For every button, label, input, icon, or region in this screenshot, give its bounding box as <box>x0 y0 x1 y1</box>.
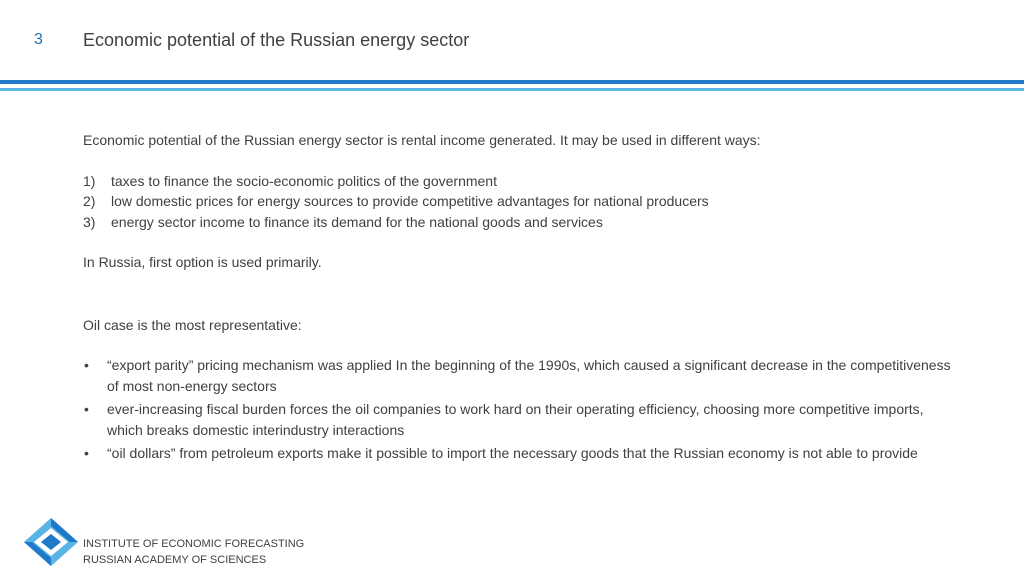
institute-logo-icon <box>24 518 78 566</box>
list-item-text: energy sector income to finance its demand for the national goods and services <box>111 213 603 230</box>
intro-paragraph: Economic potential of the Russian energy sector is rental income generated. It may be used in different ways: <box>83 132 761 148</box>
oil-case-bullets <box>83 355 963 464</box>
russia-note: In Russia, first option is used primarily. <box>83 254 322 270</box>
list-item-text: “oil dollars” from petroleum exports make it possible to import the necessary goods that the Russian economy is not able to provide <box>107 445 918 461</box>
slide-content <box>83 130 963 467</box>
institute-name-line1: INSTITUTE OF ECONOMIC FORECASTING <box>83 538 305 550</box>
list-item-text: taxes to finance the socio-economic politics of the government <box>111 172 497 189</box>
oil-case-intro: Oil case is the most representative: <box>83 316 302 333</box>
slide-title: Economic potential of the Russian energy sector <box>83 30 470 50</box>
bullet-marker: • <box>84 401 89 417</box>
bullet-marker: • <box>84 357 89 373</box>
list-marker: 1) <box>83 172 96 189</box>
list-item-text: low domestic prices for energy sources to provide competitive advantages for national producers <box>111 193 709 209</box>
list-item <box>83 355 963 396</box>
usage-options-list <box>83 171 963 233</box>
institute-name-line2: RUSSIAN ACADEMY OF SCIENCES <box>83 554 267 566</box>
institute-name <box>83 536 304 568</box>
list-item-text: ever-increasing fiscal burden forces the oil companies to work hard on their operating efficiency, choosing more competitive imports, which breaks domestic interindustry interactions <box>107 401 924 438</box>
list-item <box>83 212 963 233</box>
list-item <box>83 399 963 440</box>
bullet-marker: • <box>84 445 89 461</box>
list-item <box>83 171 963 192</box>
list-marker: 2) <box>83 193 96 209</box>
header-rule-dark <box>0 80 1024 84</box>
list-marker: 3) <box>83 213 96 230</box>
slide-number: 3 <box>34 31 43 48</box>
list-item <box>83 191 963 212</box>
header-rule-light <box>0 88 1024 91</box>
list-item <box>83 443 963 464</box>
list-item-text: “export parity” pricing mechanism was applied In the beginning of the 1990s, which caused a significant decrease in the competitiveness of most non-energy sectors <box>107 357 951 394</box>
